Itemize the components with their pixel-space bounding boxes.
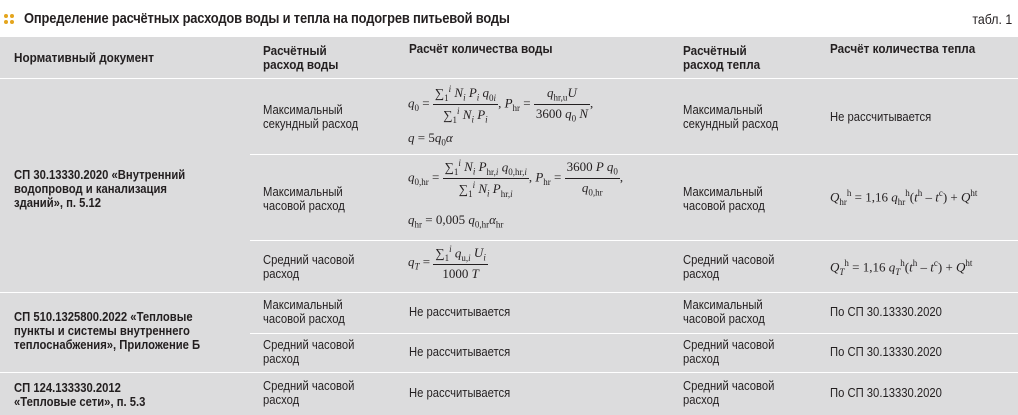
row-divider xyxy=(250,240,1018,241)
formula-q0: $q_0$ = $\frac{\sum_1^i N_i P_i q_{0i}}{\sum_1^i N_i P_i}$ , $P_{hr}$ = $\frac{q_{hr,u}U}{3600 q_0 N}$ , xyxy=(408,84,594,125)
header-document: Нормативный документ xyxy=(14,49,154,65)
heat-calc-r1: Не рассчитывается xyxy=(830,110,932,124)
heat-flow-max-hour: Максимальный часовой расход xyxy=(683,185,765,213)
row-divider xyxy=(250,333,1018,334)
table-title-bar xyxy=(0,0,1018,36)
water-flow-max-second: Максимальный секундный расход xyxy=(263,103,359,131)
row-divider xyxy=(250,154,1018,155)
heat-flow-avg-hour: Средний часовой расход xyxy=(683,253,775,281)
heat-calc-r5: По СП 30.13330.2020 xyxy=(830,345,942,359)
heat-flow-max-second: Максимальный секундный расход xyxy=(683,103,779,131)
doc-sp124: СП 124.133330.2012 «Тепловые сети», п. 5.3 xyxy=(14,381,146,409)
bullet-dots-icon xyxy=(4,14,16,26)
table-title: Определение расчётных расходов воды и тепла на подогрев питьевой воды xyxy=(24,10,510,27)
row-divider xyxy=(0,292,1018,293)
water-flow-avg-hour-sp510: Средний часовой расход xyxy=(263,338,355,366)
row-divider xyxy=(0,78,1018,79)
formula-qhr: $q_{hr} = 0,005$ $q_{0,hr}\alpha_{hr}$ xyxy=(408,212,504,230)
header-heat-flow: Расчётный расход тепла xyxy=(683,43,761,72)
heat-calc-r6: По СП 30.13330.2020 xyxy=(830,386,942,400)
header-heat-calc: Расчёт количества тепла xyxy=(830,41,976,56)
heat-calc-r4: По СП 30.13330.2020 xyxy=(830,305,942,319)
doc-sp510: СП 510.1325800.2022 «Тепловые пункты и системы внутреннего теплоснабжения», Приложение Б xyxy=(14,310,201,352)
formula-qT: $q_T$ = $\frac{\sum_1^i q_{u,i} U_i}{1000 T}$ xyxy=(408,244,486,281)
doc-sp30: СП 30.13330.2020 «Внутренний водопровод и канализация зданий», п. 5.12 xyxy=(14,168,186,210)
water-calc-r5: Не рассчитывается xyxy=(409,345,511,359)
row-divider xyxy=(0,372,1018,373)
water-calc-r6: Не рассчитывается xyxy=(409,386,511,400)
water-calc-r4: Не рассчитывается xyxy=(409,305,511,319)
water-flow-avg-hour-sp124: Средний часовой расход xyxy=(263,379,355,407)
table-number: табл. 1 xyxy=(972,11,1012,27)
header-water-flow: Расчётный расход воды xyxy=(263,43,339,72)
water-flow-avg-hour: Средний часовой расход xyxy=(263,253,355,281)
heat-flow-avg-hour-sp510: Средний часовой расход xyxy=(683,338,775,366)
heat-flow-max-hour-sp510: Максимальный часовой расход xyxy=(683,298,765,326)
heat-flow-avg-hour-sp124: Средний часовой расход xyxy=(683,379,775,407)
water-flow-max-hour: Максимальный часовой расход xyxy=(263,185,345,213)
formula-q-alpha: $q = 5q_0\alpha$ xyxy=(408,130,453,148)
formula-q0hr: $q_{0,hr}$ = $\frac{\sum_1^i N_i P_{hr,i} q_{0,hr,i}}{\sum_1^i N_i P_{hr,i}}$ , $P_{hr}$ = $\frac{3600 P q_0}{q_{0,hr}}$ , xyxy=(408,158,624,199)
formula-QT: $Q_T^h = 1,16$ $q_T^h(t^h - t^c) + Q^{ht}$ xyxy=(830,258,973,277)
water-flow-max-hour-sp510: Максимальный часовой расход xyxy=(263,298,345,326)
table-body xyxy=(0,79,1018,415)
formula-Qhr: $Q_{hr}^h = 1,16$ $q_{hr}^h(t^h - t^c) + Q^{ht}$ xyxy=(830,188,978,207)
header-water-calc: Расчёт количества воды xyxy=(409,41,553,56)
